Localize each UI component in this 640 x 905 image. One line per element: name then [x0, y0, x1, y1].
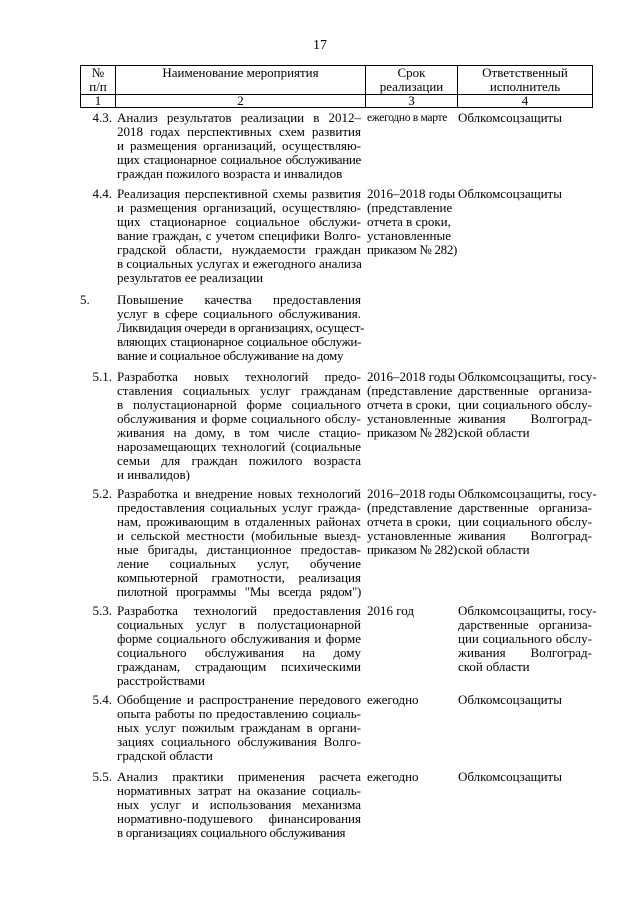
text-line: и сельской местности (мобильные выезд-	[117, 528, 361, 543]
text-line: вание граждан, с учетом специфики Волго-	[117, 228, 361, 243]
header-label: п/п	[89, 79, 107, 94]
text-line: дарственные организа-	[458, 500, 592, 515]
responsible-cell	[458, 486, 597, 557]
text-line: обслуживания и форме социального обслу-	[117, 411, 361, 426]
text-line: дарственные организа-	[458, 617, 592, 632]
measure-name	[117, 292, 365, 363]
text-line: Облкомсоцзащиты, госу-	[458, 486, 597, 501]
term-cell	[367, 486, 458, 557]
text-line: и инвалидов)	[117, 467, 190, 482]
text-line: Реализация перспективной схемы развития	[117, 186, 361, 201]
header-number-column	[81, 66, 116, 95]
text-line: установленные	[367, 228, 451, 243]
text-line: Анализ результатов реализации в 2012–	[117, 110, 361, 125]
text-line: отчета в сроки,	[367, 514, 451, 529]
text-line: опыта работы по предоставлению социаль-	[117, 706, 361, 721]
text-line: живания Волгоград-	[458, 528, 592, 543]
text-line: 2016–2018 годы	[367, 186, 456, 201]
text-line: (представление	[367, 500, 453, 515]
text-line: семьи для граждан пожилого возраста	[117, 453, 361, 468]
text-line: Облкомсоцзащиты	[458, 769, 562, 784]
column-number: 1	[81, 95, 116, 108]
measure-name	[117, 111, 361, 181]
text-line: вляющих стационарное социальное обслужи-	[117, 334, 361, 349]
text-line: ции социального обслу-	[458, 397, 592, 412]
text-line: социальных услуг в полустационарной	[117, 617, 361, 632]
text-line: Повышение качества предоставления	[117, 292, 361, 307]
text-line: ление социальных услуг, обучение	[117, 556, 361, 571]
text-line: отчета в сроки,	[367, 397, 451, 412]
text-line: 2016 год	[367, 603, 414, 618]
header-label: №	[91, 65, 105, 80]
text-line: компьютерной грамотности, реализация	[117, 570, 361, 585]
text-line: Анализ практики применения расчета	[117, 769, 361, 784]
text-line: зациях социального обслуживания Волго-	[117, 734, 361, 749]
text-line: ской области	[458, 425, 530, 440]
text-line: гражданам, страдающим психическими	[117, 659, 361, 674]
text-line: Разработка технологий предоставления	[117, 603, 361, 618]
text-line: вание и социальное обслуживание на дому	[117, 348, 344, 363]
text-line: граждан пожилого возраста и инвалидов	[117, 166, 343, 181]
measure-name	[117, 370, 361, 482]
text-line: дарственные организа-	[458, 383, 592, 398]
text-line: ции социального обслу-	[458, 631, 592, 646]
text-line: ные бригады, дистанционное предостав-	[117, 542, 361, 557]
column-number: 4	[458, 95, 593, 108]
term-cell	[367, 111, 453, 125]
text-line: Разработка новых технологий предо-	[117, 369, 361, 384]
responsible-cell	[458, 369, 597, 440]
header-label: Срок	[397, 65, 426, 80]
header-responsible-column	[458, 66, 593, 95]
text-line: щих стационарное социальное обслуживание	[117, 152, 361, 167]
text-line: пилотной программы "Мы всегда рядом")	[117, 584, 361, 599]
measure-name	[117, 187, 361, 285]
text-line: ской области	[458, 659, 530, 674]
text-line: нормативных затрат на оказание социаль-	[117, 783, 361, 798]
text-line: приказом № 282)	[367, 542, 458, 557]
text-line: градской области, нуждаемости граждан	[117, 242, 361, 257]
measure-name	[117, 487, 361, 599]
row-number: 5.4.	[92, 692, 112, 707]
row-number: 5.1.	[92, 369, 112, 384]
responsible-cell	[458, 187, 592, 201]
text-line: ных услуг и использования механизма	[117, 797, 361, 812]
text-line: Облкомсоцзащиты	[458, 110, 562, 125]
text-line: 2016–2018 годы	[367, 369, 456, 384]
text-line: форме социального обслуживания и форме	[117, 631, 361, 646]
text-line: Разработка и внедрение новых технологий	[117, 486, 361, 501]
text-line: нарозамещающих технологий (социальные	[117, 439, 361, 454]
header-label: исполнитель	[489, 79, 561, 94]
text-line: в организациях социального обслуживания	[117, 825, 346, 840]
page-number: 17	[313, 38, 327, 53]
text-line: установленные	[367, 411, 451, 426]
text-line: 2018 годах перспективных схем развития	[117, 124, 361, 139]
column-number: 2	[116, 95, 366, 108]
text-line: щих стационарное социальное обслужи-	[117, 214, 361, 229]
column-numbers-row	[81, 95, 593, 108]
text-line: в социальных услугах и ежегодного анализа	[117, 256, 362, 271]
text-line: Обобщение и распространение передового	[117, 692, 361, 707]
row-number: 4.4.	[92, 186, 112, 201]
text-line: приказом № 282)	[367, 425, 458, 440]
text-line: Облкомсоцзащиты	[458, 692, 562, 707]
row-number: 5.3.	[92, 603, 112, 618]
row-number: 5.	[80, 292, 90, 307]
responsible-cell	[458, 693, 592, 707]
text-line: расстройствами	[117, 673, 205, 688]
text-line: и размещения организаций, осуществляю-	[117, 200, 361, 215]
row-number: 4.3.	[92, 110, 112, 125]
term-cell	[367, 186, 458, 257]
responsible-cell	[458, 111, 592, 125]
text-line: живания Волгоград-	[458, 411, 592, 426]
text-line: ской области	[458, 542, 530, 557]
text-line: предоставления социальных услуг гражда-	[117, 500, 361, 515]
text-line: отчета в сроки,	[367, 214, 451, 229]
measure-name	[117, 770, 361, 840]
text-line: приказом № 282)	[367, 242, 458, 257]
text-line: социального обслуживания на дому	[117, 645, 361, 660]
text-line: и размещения организаций, осуществляю-	[117, 138, 361, 153]
text-line: живания Волгоград-	[458, 645, 592, 660]
text-line: ставления социальных услуг гражданам	[117, 383, 361, 398]
header-label: реализации	[379, 79, 444, 94]
measure-name	[117, 693, 361, 763]
text-line: (представление	[367, 200, 453, 215]
text-line: (представление	[367, 383, 453, 398]
text-line: Ликвидация очереди в организациях, осущест-	[117, 320, 365, 335]
header-row	[81, 66, 593, 95]
header-label: Ответственный	[482, 65, 568, 80]
text-line: градской области	[117, 748, 213, 763]
text-line: ции социального обслу-	[458, 514, 592, 529]
header-name-column	[116, 66, 366, 95]
term-cell	[367, 693, 453, 707]
text-line: нам, проживающим в отдаленных районах	[117, 514, 361, 529]
term-cell	[367, 770, 453, 784]
responsible-cell	[458, 770, 592, 784]
text-line: ежегодно	[367, 692, 419, 707]
text-line: нормативно-подушевого финансирования	[117, 811, 361, 826]
text-line: Облкомсоцзащиты	[458, 186, 562, 201]
row-number: 5.2.	[92, 486, 112, 501]
text-line: ежегодно	[367, 769, 419, 784]
table-header	[80, 65, 593, 108]
responsible-cell	[458, 603, 597, 674]
measure-name	[117, 604, 361, 688]
text-line: ных услуг пожилым гражданам в органи-	[117, 720, 361, 735]
text-line: установленные	[367, 528, 451, 543]
text-line: результатов ее реализации	[117, 270, 264, 285]
text-line: услуг в сфере социального обслуживания.	[117, 306, 361, 321]
text-line: Облкомсоцзащиты, госу-	[458, 603, 597, 618]
text-line: живания на дому, в том числе стацио-	[117, 425, 361, 440]
term-cell	[367, 369, 458, 440]
text-line: в полустационарной форме социального	[117, 397, 361, 412]
text-line: ежегодно в марте	[367, 112, 448, 124]
header-term-column	[366, 66, 458, 95]
row-number: 5.5.	[92, 769, 112, 784]
text-line: Облкомсоцзащиты, госу-	[458, 369, 597, 384]
header-label: Наименование мероприятия	[162, 65, 319, 80]
column-number: 3	[366, 95, 458, 108]
term-cell	[367, 604, 453, 618]
text-line: 2016–2018 годы	[367, 486, 456, 501]
